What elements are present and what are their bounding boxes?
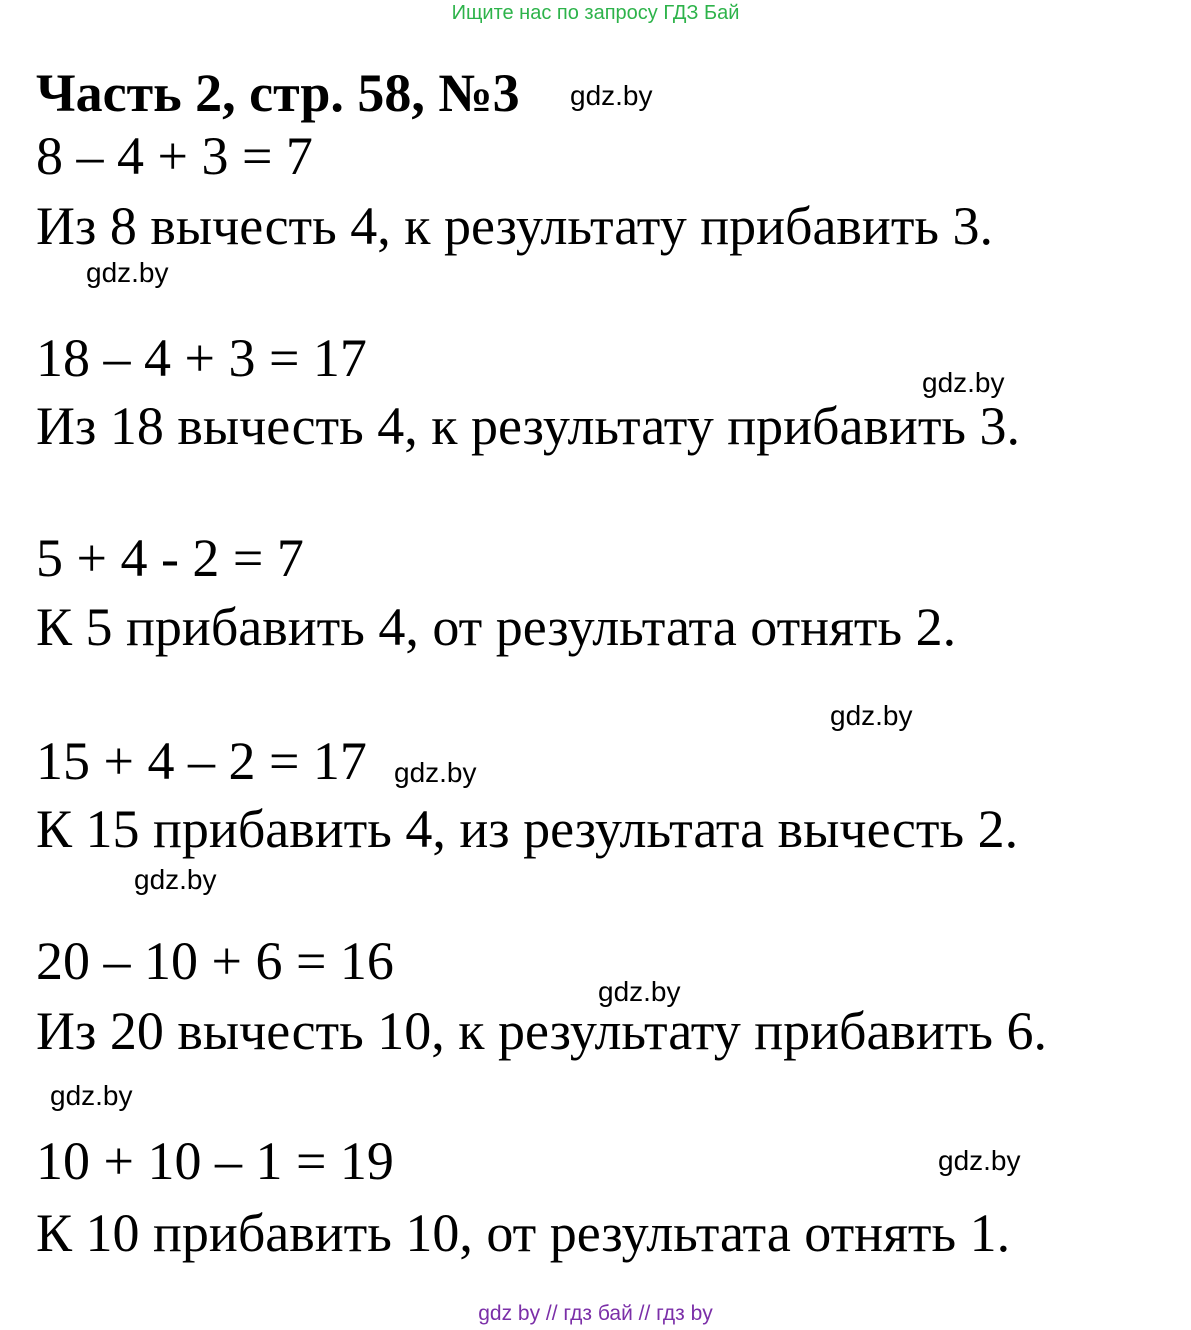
- watermark: gdz.by: [86, 257, 169, 288]
- watermark: gdz.by: [570, 80, 653, 111]
- page-title: Часть 2, стр. 58, №3: [36, 63, 520, 123]
- expression-1: 8 – 4 + 3 = 7: [36, 126, 313, 186]
- top-banner: Ищите нас по запросу ГДЗ Бай: [451, 2, 740, 24]
- expression-2: 18 – 4 + 3 = 17: [36, 328, 367, 388]
- explanation-3: К 5 прибавить 4, от результата отнять 2.: [36, 597, 957, 657]
- explanation-4: К 15 прибавить 4, из результата вычесть 2.: [36, 799, 1019, 859]
- expression-3: 5 + 4 - 2 = 7: [36, 528, 304, 588]
- footer: gdz by // гдз бай // гдз by: [478, 1302, 713, 1325]
- watermark: gdz.by: [598, 976, 681, 1007]
- explanation-1: Из 8 вычесть 4, к результату прибавить 3.: [36, 196, 994, 256]
- watermark: gdz.by: [394, 757, 477, 788]
- watermark: gdz.by: [830, 700, 913, 731]
- explanation-5: Из 20 вычесть 10, к результату прибавить 6.: [36, 1001, 1048, 1061]
- explanation-2: Из 18 вычесть 4, к результату прибавить 3.: [36, 396, 1021, 456]
- watermark: gdz.by: [938, 1145, 1021, 1176]
- expression-6: 10 + 10 – 1 = 19: [36, 1131, 394, 1191]
- watermark: gdz.by: [922, 367, 1005, 398]
- explanation-6: К 10 прибавить 10, от результата отнять 1.: [36, 1203, 1011, 1263]
- watermark: gdz.by: [50, 1080, 133, 1111]
- watermark: gdz.by: [134, 864, 217, 895]
- expression-5: 20 – 10 + 6 = 16: [36, 931, 394, 991]
- expression-4: 15 + 4 – 2 = 17: [36, 731, 367, 791]
